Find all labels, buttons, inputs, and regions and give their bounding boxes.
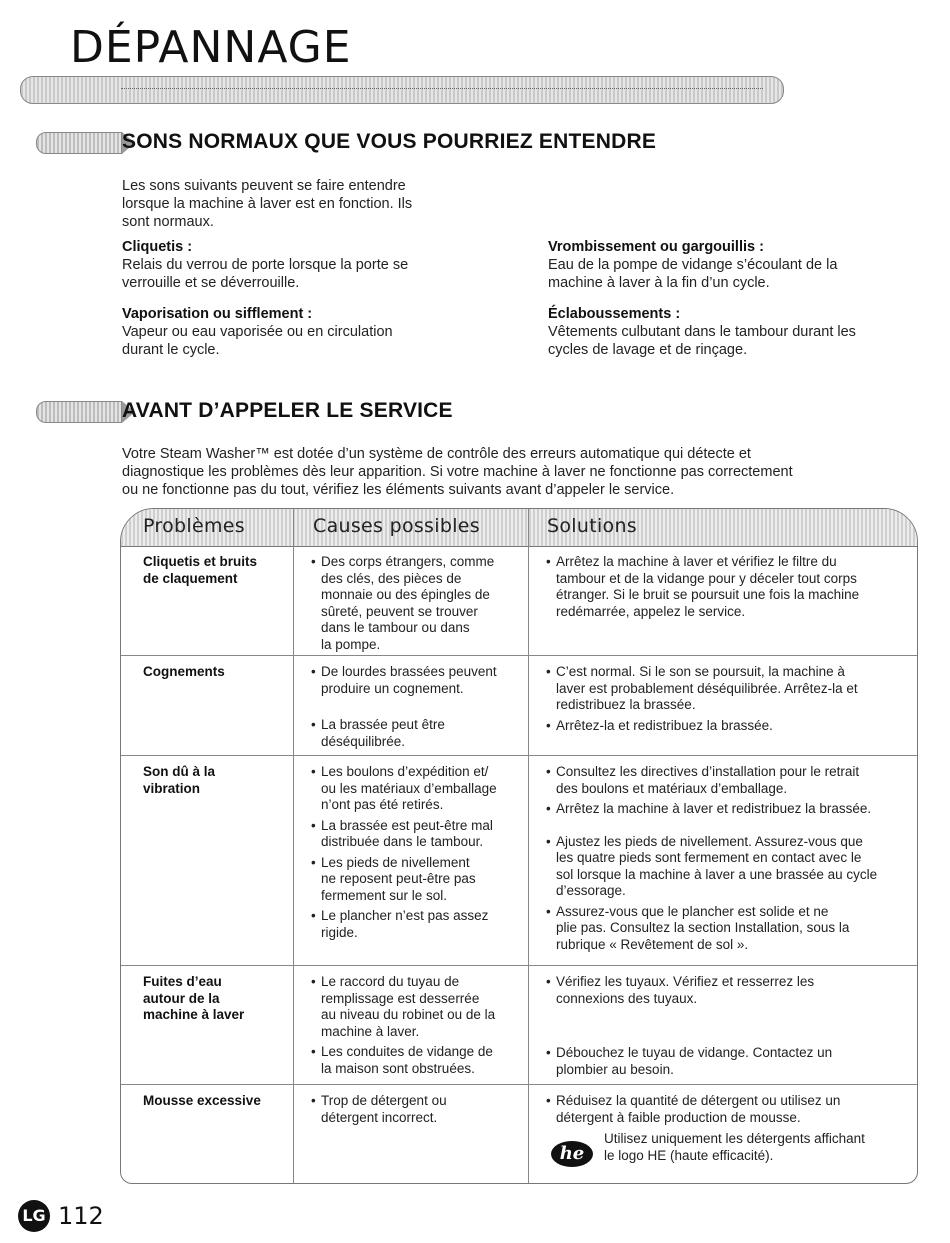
cause-line: • Les boulons d’expédition et/ [321,764,489,779]
cause-line: des clés, des pièces de [321,570,462,586]
cause-line: sûreté, peuvent se trouver [321,603,478,619]
row-divider [121,655,917,656]
column-divider [293,509,294,1183]
table-row-solutions [546,664,911,734]
table-row-solutions [546,554,911,620]
row-divider [121,755,917,756]
page-title: DÉPANNAGE [70,22,352,73]
cause-line: la maison sont obstruées. [321,1060,475,1076]
table-header [121,509,917,547]
cause-line: • La brassée peut être [321,717,445,732]
solution-line: • Assurez-vous que le plancher est solide et ne [556,903,829,919]
note-line: le logo HE (haute efficacité). [604,1147,774,1163]
cause-line: • La brassée est peut-être mal [321,817,493,833]
troubleshooting-table [120,508,918,1184]
row-divider [121,965,917,966]
table-row-causes [311,664,526,750]
cause-item [311,818,526,851]
solution-item [546,904,911,954]
table-row-solutions [546,1093,911,1126]
solution-line: d’essorage. [556,883,626,898]
intro-line: Votre Steam Washer™ est dotée d’un système de contrôle des erreurs automatique qui détecte et [122,446,751,462]
cause-line: dans le tambour ou dans [321,620,470,635]
title-rule-decoration [20,76,784,104]
table-row-causes [311,974,526,1077]
solution-line: • Arrêtez la machine à laver et vérifiez le filtre du [556,554,837,569]
cause-line: • Les pieds de nivellement [321,854,470,870]
cause-item [311,908,526,941]
cause-line: • Les conduites de vidange de [321,1044,493,1059]
solution-item [546,718,911,735]
cause-line: machine à laver. [321,1023,420,1039]
sound-desc: Relais du verrou de porte lorsque la porte se [122,257,409,273]
intro-line: sont normaux. [122,214,214,230]
table-row-causes [311,554,526,653]
problem-line: Son dû à la [143,764,216,779]
sound-desc: durant le cycle. [122,342,220,358]
lg-logo-icon: LG [18,1200,50,1232]
cause-line: • Le raccord du tuyau de [321,974,460,989]
sound-term: Vrombissement ou gargouillis : [548,239,764,255]
cause-line: • Le plancher n’est pas assez [321,908,489,923]
table-row-solutions [546,764,911,953]
cause-line: produire un cognement. [321,680,464,696]
intro-line: lorsque la machine à laver est en fonction. Ils [122,196,413,212]
solution-line: sol lorsque la machine à laver a une brassée au cycle [556,866,878,882]
header-problems: Problèmes [143,515,245,537]
cause-line: n’ont pas été retirés. [321,797,444,812]
cause-item [311,1093,526,1126]
he-note [604,1131,904,1164]
solution-item [546,1045,911,1078]
sound-term: Éclaboussements : [548,306,681,322]
sound-desc: verrouille et se déverrouille. [122,275,300,291]
table-row-problem [143,974,283,1024]
solution-line: redistribuez la brassée. [556,697,696,712]
solution-item [546,801,911,818]
solution-line: • Réduisez la quantité de détergent ou utilisez un [556,1093,841,1108]
solution-line: rubrique « Revêtement de sol ». [556,936,749,952]
cause-item [311,974,526,1040]
sound-desc: Vapeur ou eau vaporisée ou en circulation [122,324,393,340]
cause-item [311,554,526,653]
sound-item-cliquetis [122,238,502,292]
he-logo-icon: he [551,1141,593,1167]
cause-item [311,764,526,814]
table-row-problem [143,664,283,681]
cause-line: remplissage est desserrée [321,990,480,1006]
cause-line: la pompe. [321,636,381,652]
cause-line: détergent incorrect. [321,1109,438,1125]
table-row-problem [143,554,283,587]
solution-item [546,974,911,1007]
solution-line: connexions des tuyaux. [556,990,698,1006]
sound-item-eclaboussements [548,305,918,359]
solution-line: • Arrêtez-la et redistribuez la brassée. [556,717,773,733]
cause-line: distribuée dans le tambour. [321,834,484,849]
problem-line: vibration [143,780,201,796]
solution-item [546,764,911,797]
solution-line: les quatre pieds sont fermement en contact avec le [556,850,862,865]
sound-term: Vaporisation ou sifflement : [122,306,313,322]
solution-item [546,834,911,900]
solution-line: plombier au besoin. [556,1061,674,1077]
cause-line: ne reposent peut-être pas [321,871,476,886]
solution-item [546,664,911,714]
solution-line: • Ajustez les pieds de nivellement. Assurez-vous que [556,833,863,849]
solution-line: des boulons et matériaux d’emballage. [556,780,788,796]
cause-line: rigide. [321,924,358,940]
section1-intro [122,177,482,231]
cause-item [311,664,526,697]
cause-line: ou les matériaux d’emballage [321,780,497,796]
section2-intro [122,445,912,499]
section-marker-icon [36,132,122,154]
cause-line: au niveau du robinet ou de la [321,1007,496,1022]
problem-line: Mousse excessive [143,1093,261,1108]
table-row-problem [143,1093,293,1110]
sound-desc: machine à laver à la fin d’un cycle. [548,275,770,291]
table-row-causes [311,764,526,941]
solution-line: plie pas. Consultez la section Installation, sous la [556,920,850,935]
solution-item [546,1093,911,1126]
sound-item-vaporisation [122,305,502,359]
solution-line: • Arrêtez la machine à laver et redistribuez la brassée. [556,801,872,816]
intro-line: Les sons suivants peuvent se faire entendre [122,178,406,194]
cause-item [311,855,526,905]
cause-line: monnaie ou des épingles de [321,587,490,602]
solution-line: laver est probablement déséquilibrée. Arrêtez-la et [556,680,858,696]
row-divider [121,1084,917,1085]
problem-line: Cognements [143,664,225,679]
column-divider [528,509,529,1183]
header-causes: Causes possibles [313,515,480,537]
sound-desc: Eau de la pompe de vidange s’écoulant de la [548,257,838,273]
solution-line: redémarrée, appelez le service. [556,603,746,619]
problem-line: autour de la [143,990,220,1006]
table-row-causes [311,1093,526,1126]
problem-line: machine à laver [143,1007,245,1022]
problem-line: Fuites d’eau [143,974,222,989]
page-number: 112 [58,1202,104,1230]
solution-item [546,554,911,620]
intro-line: diagnostique les problèmes dès leur apparition. Si votre machine à laver ne fonctionne pas correctement [122,464,793,480]
sound-term: Cliquetis : [122,239,193,255]
solution-line: • Consultez les directives d’installation pour le retrait [556,764,860,779]
solution-line: • Débouchez le tuyau de vidange. Contactez un [556,1045,833,1060]
sound-desc: cycles de lavage et de rinçage. [548,342,748,358]
cause-line: déséquilibrée. [321,733,406,749]
sound-desc: Vêtements culbutant dans le tambour durant les [548,324,856,340]
solution-line: • C’est normal. Si le son se poursuit, la machine à [556,664,845,679]
intro-line: ou ne fonctionne pas du tout, vérifiez les éléments suivants avant d’appeler le service. [122,482,675,498]
section-marker-icon [36,401,122,423]
table-row-solutions [546,974,911,1078]
problem-line: Cliquetis et bruits [143,554,258,569]
note-line: Utilisez uniquement les détergents affichant [604,1131,865,1146]
solution-line: étranger. Si le bruit se poursuit une fois la machine [556,587,860,602]
solution-line: • Vérifiez les tuyaux. Vérifiez et resserrez les [556,974,815,989]
cause-item [311,1044,526,1077]
sound-item-vrombissement [548,238,918,292]
table-row-problem [143,764,283,797]
solution-line: tambour et de la vidange pour y déceler tout corps [556,570,857,586]
problem-line: de claquement [143,570,238,586]
section-title-normal-sounds: SONS NORMAUX QUE VOUS POURRIEZ ENTENDRE [122,130,657,153]
solution-line: détergent à faible production de mousse. [556,1109,801,1125]
cause-line: • Des corps étrangers, comme [321,554,495,569]
cause-line: • De lourdes brassées peuvent [321,664,497,679]
section-title-before-service: AVANT D’APPELER LE SERVICE [122,399,453,422]
cause-line: • Trop de détergent ou [321,1093,447,1108]
cause-line: fermement sur le sol. [321,887,448,903]
cause-item [311,717,526,750]
header-solutions: Solutions [547,515,637,537]
